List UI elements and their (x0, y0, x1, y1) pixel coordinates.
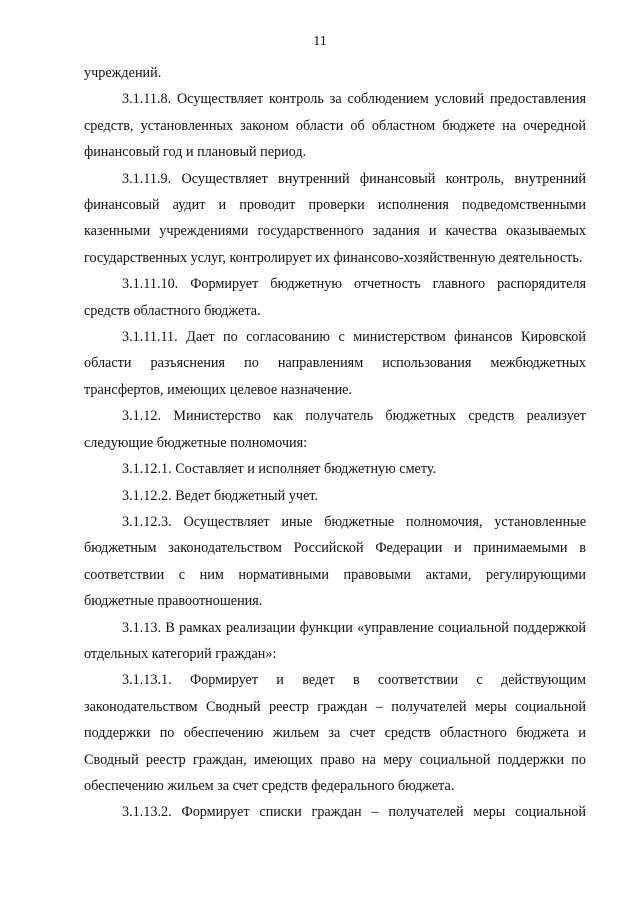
paragraph-3-1-11-10: 3.1.11.10. Формирует бюджетную отчетность главного распорядителя средств областного бюджета. (84, 276, 586, 319)
paragraph-3-1-11-9: 3.1.11.9. Осуществляет внутренний финансовый контроль, внутренний финансовый аудит и проводит проверки исполнения подведомственными казенными учреждениями государственного задания и качества оказываемых государственных услуг, контролирует их финансово-хозяйственную деятельность. (84, 170, 586, 266)
page-number: 11 (313, 34, 327, 49)
paragraph-3-1-12: 3.1.12. Министерство как получатель бюджетных средств реализует следующие бюджетные полномочия: (84, 408, 586, 451)
document-body (84, 60, 586, 826)
paragraph-3-1-11-8: 3.1.11.8. Осуществляет контроль за соблюдением условий предоставления средств, установленных законом области об областном бюджете на очередной финансовый год и плановый период. (84, 91, 586, 161)
paragraph-continuation: учреждений. (84, 65, 162, 81)
paragraph-3-1-12-1: 3.1.12.1. Составляет и исполняет бюджетную смету. (122, 461, 437, 478)
paragraph-3-1-13-2: 3.1.13.2. Формирует списки граждан – получателей меры социальной (122, 804, 586, 821)
paragraph-3-1-12-3: 3.1.12.3. Осуществляет иные бюджетные полномочия, установленные бюджетным законодательством Российской Федерации и принимаемыми в соответствии с ним нормативными правовыми актами, регулирующими бюджетные правоотношения. (84, 513, 586, 610)
paragraph-3-1-12-2: 3.1.12.2. Ведет бюджетный учет. (122, 487, 318, 504)
paragraph-3-1-13-1: 3.1.13.1. Формирует и ведет в соответствии с действующим законодательством Сводный реестр граждан – получателей меры социальной поддержки по обеспечению жильем за счет средств областного бюджета и Сводный реестр граждан, имеющих право на меру социальной поддержки по обеспечению жильем за счет средств федерального бюджета. (84, 672, 586, 794)
paragraph-3-1-13: 3.1.13. В рамках реализации функции «управление социальной поддержкой отдельных категорий граждан»: (84, 619, 586, 662)
paragraph-3-1-11-11: 3.1.11.11. Дает по согласованию с министерством финансов Кировской области разъяснения по направлениям использования межбюджетных трансфертов, имеющих целевое назначение. (84, 329, 586, 398)
